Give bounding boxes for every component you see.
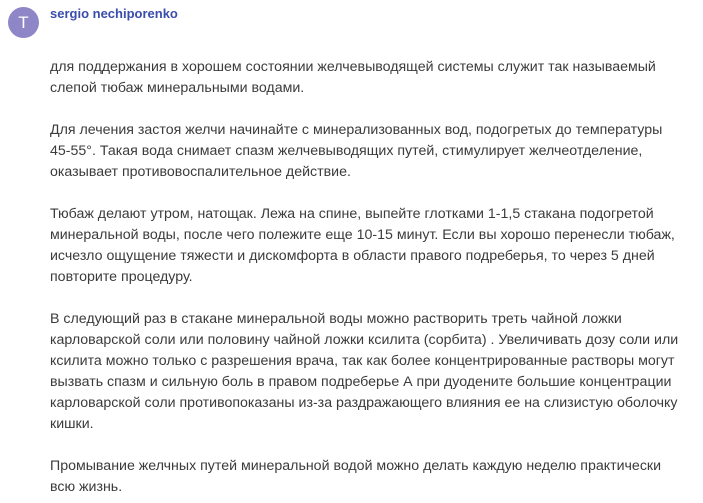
- comment-paragraph: Для лечения застоя желчи начинайте с минерализованных вод, подогретых до температуры 45-55°. Такая вода снимает спазм желчевыводящих путей, стимулирует желчеотделение, оказывает противовоспалительное действие.: [50, 122, 663, 180]
- comment-paragraph: для поддержания в хорошем состоянии желчевыводящей системы служит так называемый слепой тюбаж минеральными водами.: [50, 59, 656, 96]
- comment-paragraph: В следующий раз в стакане минеральной воды можно растворить треть чайной ложки карловарской соли или половину чайной ложки ксилита (сорбита) . Увеличивать дозу соли или ксилита можно только с разрешения врача, так как более концентрированные растворы могут вызвать спазм и сильную боль в правом подреберье А при дуодените большие концентрации карловарской соли противопоказаны из-за раздражающего влияния ее на слизистую оболочку кишки.: [50, 311, 679, 432]
- comment-paragraph: Промывание желчных путей минеральной водой можно делать каждую неделю практически всю жизнь.: [50, 458, 662, 495]
- comment-body: [50, 57, 700, 503]
- avatar[interactable]: T: [8, 7, 39, 38]
- comment-paragraph: Тюбаж делают утром, натощак. Лежа на спине, выпейте глотками 1-1,5 стакана подогретой минеральной воды, после чего полежите еще 10-15 минут. Если вы хорошо перенесли тюбаж, исчезло ощущение тяжести и дискомфорта в области правого подреберья, то через 5 дней повторите процедуру.: [50, 206, 675, 285]
- author-name[interactable]: sergio nechiporenko: [50, 6, 178, 21]
